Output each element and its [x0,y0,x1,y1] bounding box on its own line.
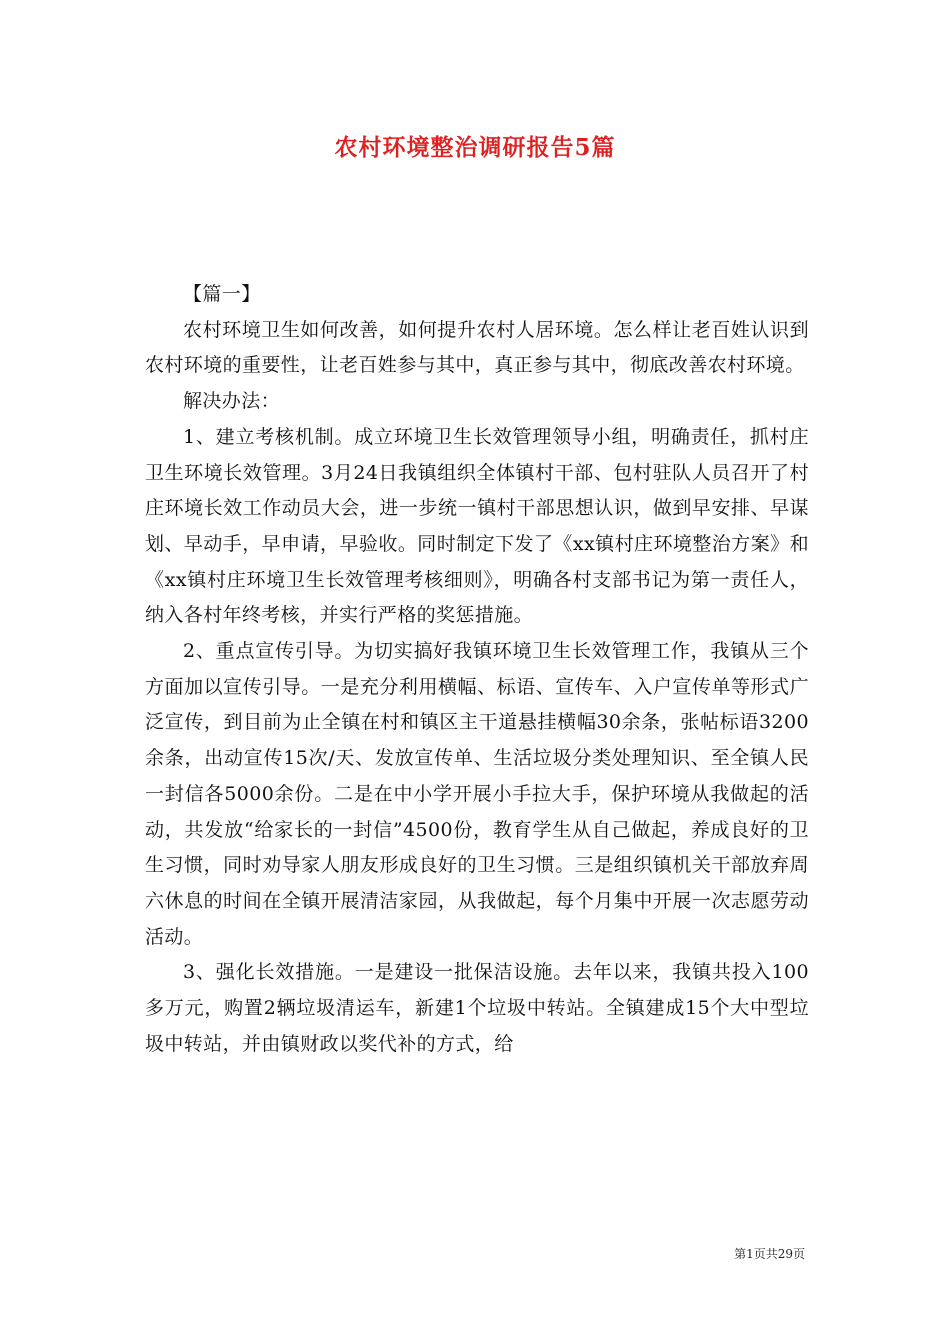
paragraph-item-3: 3、强化长效措施。一是建设一批保洁设施。去年以来，我镇共投入100多万元，购置2辆垃圾清运车，新建1个垃圾中转站。全镇建成15个大中型垃圾中转站，并由镇财政以奖代补的方式，给 [145,961,809,1055]
section-heading: 【篇一】 [183,283,261,305]
document-title: 农村环境整治调研报告5篇 [334,134,616,161]
paragraph-item-2: 2、重点宣传引导。为切实搞好我镇环境卫生长效管理工作，我镇从三个方面加以宣传引导。一是充分利用横幅、标语、宣传车、入户宣传单等形式广泛宣传，到目前为止全镇在村和镇区主干道悬挂横幅30余条，张帖标语3200余条，出动宣传15次/天、发放宣传单、生活垃圾分类处理知识、至全镇人民一封信各5000余份。二是在中小学开展小手拉大手，保护环境从我做起的活动，共发放“给家长的一封信”4500份，教育学生从自己做起，养成良好的卫生习惯，同时劝导家人朋友形成良好的卫生习惯。三是组织镇机关干部放弃周六休息的时间在全镇开展清洁家园，从我做起，每个月集中开展一次志愿劳动活动。 [145,640,809,948]
paragraph-item-1: 1、建立考核机制。成立环境卫生长效管理领导小组，明确责任，抓村庄卫生环境长效管理。3月24日我镇组织全体镇村干部、包村驻队人员召开了村庄环境长效工作动员大会，进一步统一镇村干部思想认识，做到早安排、早谋划、早动手，早申请，早验收。同时制定下发了《xx镇村庄环境整治方案》和《xx镇村庄环境卫生长效管理考核细则》，明确各村支部书记为第一责任人，纳入各村年终考核，并实行严格的奖惩措施。 [145,425,809,627]
page-number: 第1页共29页 [734,1247,805,1261]
paragraph-solutions-heading: 解决办法： [183,390,281,413]
paragraph-intro: 农村环境卫生如何改善，如何提升农村人居环境。怎么样让老百姓认识到农村环境的重要性，让老百姓参与其中，真正参与其中，彻底改善农村环境。 [145,318,809,377]
document-body [145,277,809,1062]
